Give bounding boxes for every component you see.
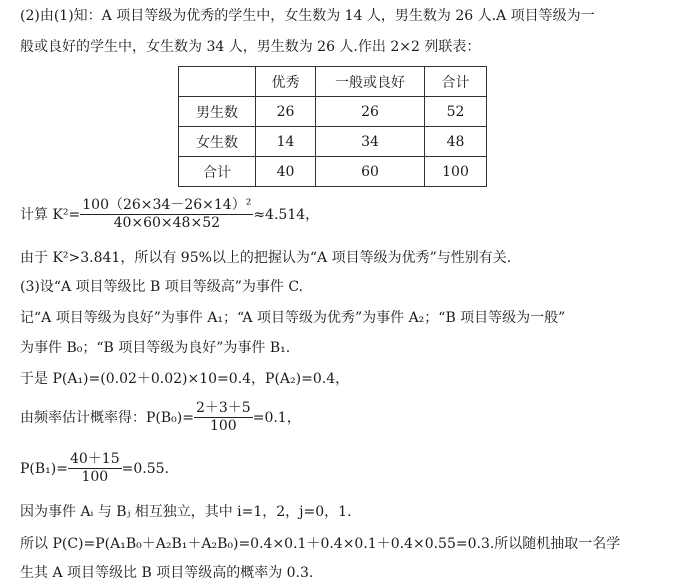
table-cell: 14 bbox=[256, 127, 316, 157]
pb1-denominator: 100 bbox=[81, 469, 109, 485]
part2-line1: (2)由(1)知：A 项目等级为优秀的学生中，女生数为 14 人，男生数为 26 人.A 项目等级为一 bbox=[20, 8, 595, 24]
pb1-formula bbox=[20, 451, 169, 486]
pb1-prefix: P(B₁)= bbox=[20, 460, 68, 477]
independence-line: 因为事件 Aᵢ 与 Bⱼ 相互独立，其中 i=1，2，j=0，1. bbox=[20, 504, 352, 520]
pb1-numerator: 40＋15 bbox=[69, 451, 120, 467]
table-cell: 60 bbox=[316, 157, 425, 187]
final-line2: 生其 A 项目等级比 B 项目等级高的概率为 0.3. bbox=[20, 565, 314, 581]
table-cell: 52 bbox=[425, 97, 487, 127]
table-row bbox=[179, 127, 487, 157]
pb0-prefix: 由频率估计概率得：P(B₀)= bbox=[20, 409, 194, 426]
conclusion-line: 由于 K²>3.841，所以有 95%以上的把握认为“A 项目等级为优秀”与性别有关. bbox=[20, 250, 512, 266]
pb0-numerator: 2＋3＋5 bbox=[195, 400, 251, 416]
table-header-cell: 一般或良好 bbox=[316, 67, 425, 97]
k2-fraction bbox=[80, 197, 253, 232]
k2-suffix: ≈4.514， bbox=[253, 206, 320, 223]
table-cell: 男生数 bbox=[179, 97, 256, 127]
part3-line3: 为事件 B₀；“B 项目等级为良好”为事件 B₁. bbox=[20, 340, 291, 356]
table-header-cell bbox=[179, 67, 256, 97]
pb1-suffix: =0.55. bbox=[121, 460, 169, 477]
table-cell: 26 bbox=[316, 97, 425, 127]
table-header-cell: 合计 bbox=[425, 67, 487, 97]
table-cell: 女生数 bbox=[179, 127, 256, 157]
table-header-row bbox=[179, 67, 487, 97]
k2-prefix: 计算 K²= bbox=[20, 206, 81, 223]
table-cell: 100 bbox=[425, 157, 487, 187]
table-cell: 48 bbox=[425, 127, 487, 157]
table-cell: 26 bbox=[256, 97, 316, 127]
table-row bbox=[179, 157, 487, 187]
k2-formula bbox=[20, 197, 319, 232]
pb0-denominator: 100 bbox=[209, 418, 237, 434]
contingency-table bbox=[178, 66, 487, 187]
pb0-formula bbox=[20, 400, 301, 435]
pb1-fraction bbox=[68, 451, 122, 486]
table-row bbox=[179, 97, 487, 127]
table-cell: 合计 bbox=[179, 157, 256, 187]
part2-line2: 般或良好的学生中，女生数为 34 人，男生数为 26 人.作出 2×2 列联表： bbox=[20, 39, 481, 55]
table-cell: 34 bbox=[316, 127, 425, 157]
k2-denominator: 40×60×48×52 bbox=[113, 215, 221, 231]
part3-line2: 记“A 项目等级为良好”为事件 A₁；“A 项目等级为优秀”为事件 A₂；“B 项目等级为一般” bbox=[20, 310, 566, 326]
k2-numerator: 100（26×34－26×14）² bbox=[82, 197, 252, 213]
table-header-cell: 优秀 bbox=[256, 67, 316, 97]
final-line1: 所以 P(C)=P(A₁B₀＋A₂B₁＋A₂B₀)=0.4×0.1＋0.4×0.1＋0.4×0.55=0.3.所以随机抽取一名学 bbox=[20, 536, 621, 552]
pb0-suffix: =0.1， bbox=[252, 409, 301, 426]
pb0-fraction bbox=[194, 400, 253, 435]
part3-line1: (3)设“A 项目等级比 B 项目等级高”为事件 C. bbox=[20, 279, 304, 295]
part3-line4: 于是 P(A₁)=(0.02＋0.02)×10=0.4，P(A₂)=0.4， bbox=[20, 371, 350, 387]
table-cell: 40 bbox=[256, 157, 316, 187]
